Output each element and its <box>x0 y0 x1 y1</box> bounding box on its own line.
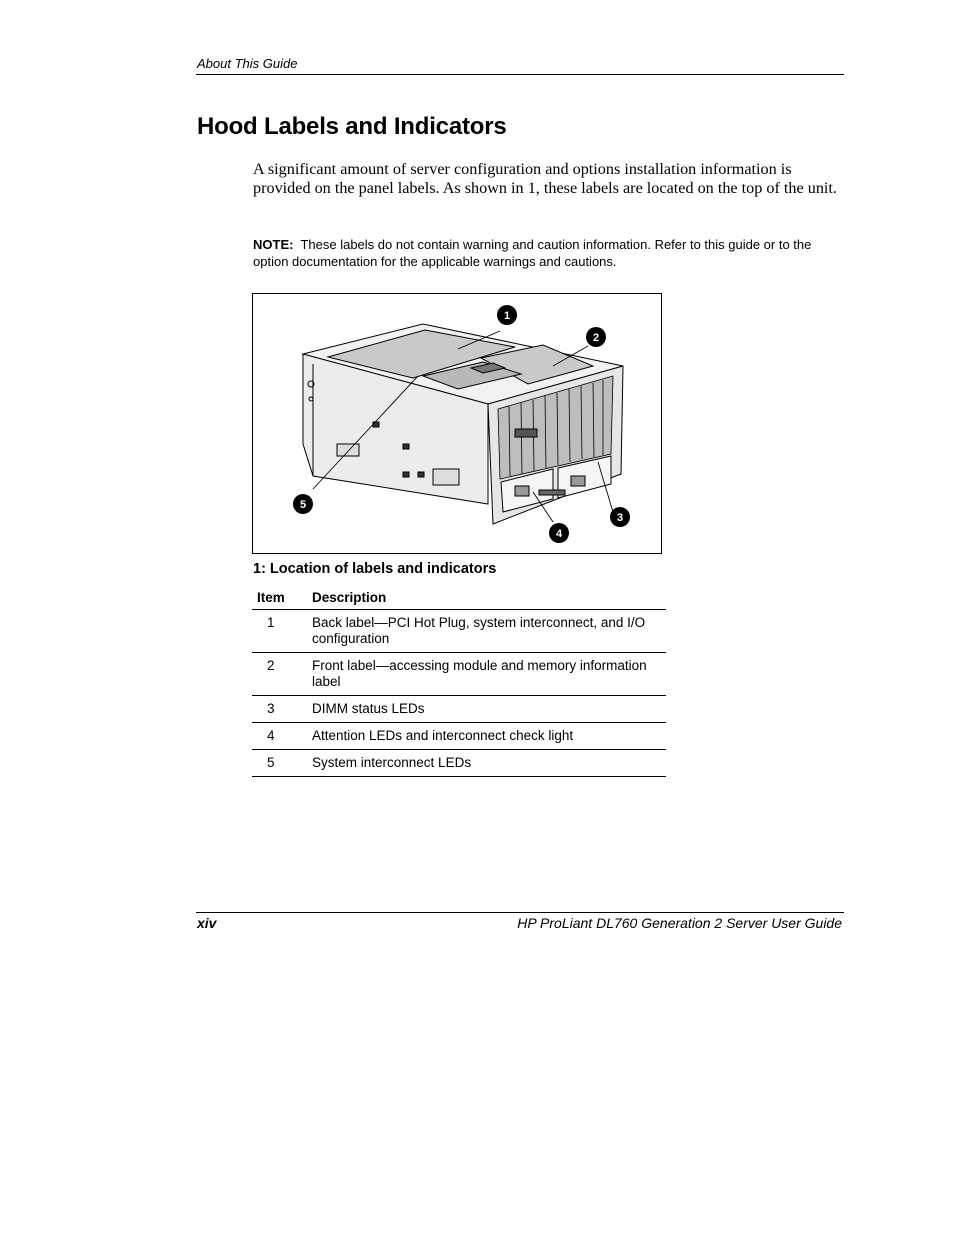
svg-text:3: 3 <box>616 512 624 524</box>
callout-5 <box>293 494 313 514</box>
footer-rule <box>196 912 844 913</box>
table-row <box>252 610 666 653</box>
table-row <box>252 750 666 777</box>
header-rule <box>196 74 844 75</box>
intro-paragraph: A significant amount of server configuration and options installation information is provided on the panel labels. As shown in 1, these labels are located on the top of the unit. <box>253 160 837 197</box>
svg-text:2: 2 <box>592 332 600 344</box>
table-row <box>252 653 666 696</box>
column-header-description: Description <box>312 586 666 610</box>
figure-server-illustration <box>252 293 662 554</box>
column-header-item: Item <box>252 586 312 610</box>
row-item: 4 <box>252 723 312 750</box>
svg-text:1: 1 <box>503 310 511 322</box>
row-description: DIMM status LEDs <box>312 696 666 723</box>
callout-1 <box>497 305 517 325</box>
note-text: These labels do not contain warning and caution information. Refer to this guide or to the option documentation for the applicable warnings and cautions. <box>253 237 812 269</box>
note-label: NOTE: <box>253 237 294 252</box>
table-header-row <box>252 586 666 610</box>
row-description: Back label—PCI Hot Plug, system interconnect, and I/O configuration <box>312 610 666 653</box>
figure-caption: 1: Location of labels and indicators <box>253 561 497 577</box>
callout-3 <box>610 507 630 527</box>
row-item: 2 <box>252 653 312 696</box>
table-row <box>252 696 666 723</box>
svg-text:4: 4 <box>555 528 563 540</box>
running-header: About This Guide <box>197 56 298 71</box>
row-description: System interconnect LEDs <box>312 750 666 777</box>
note-paragraph <box>253 237 843 270</box>
row-description: Front label—accessing module and memory information label <box>312 653 666 696</box>
section-title: Hood Labels and Indicators <box>197 113 507 140</box>
legend-table <box>252 586 666 777</box>
footer-guide-title: HP ProLiant DL760 Generation 2 Server User Guide <box>517 915 842 931</box>
row-item: 5 <box>252 750 312 777</box>
row-item: 3 <box>252 696 312 723</box>
row-description: Attention LEDs and interconnect check light <box>312 723 666 750</box>
svg-text:5: 5 <box>299 499 307 511</box>
callout-4 <box>549 523 569 543</box>
row-item: 1 <box>252 610 312 653</box>
table-row <box>252 723 666 750</box>
page-number: xiv <box>197 915 217 931</box>
callout-2 <box>586 327 606 347</box>
server-drawing <box>253 294 663 555</box>
